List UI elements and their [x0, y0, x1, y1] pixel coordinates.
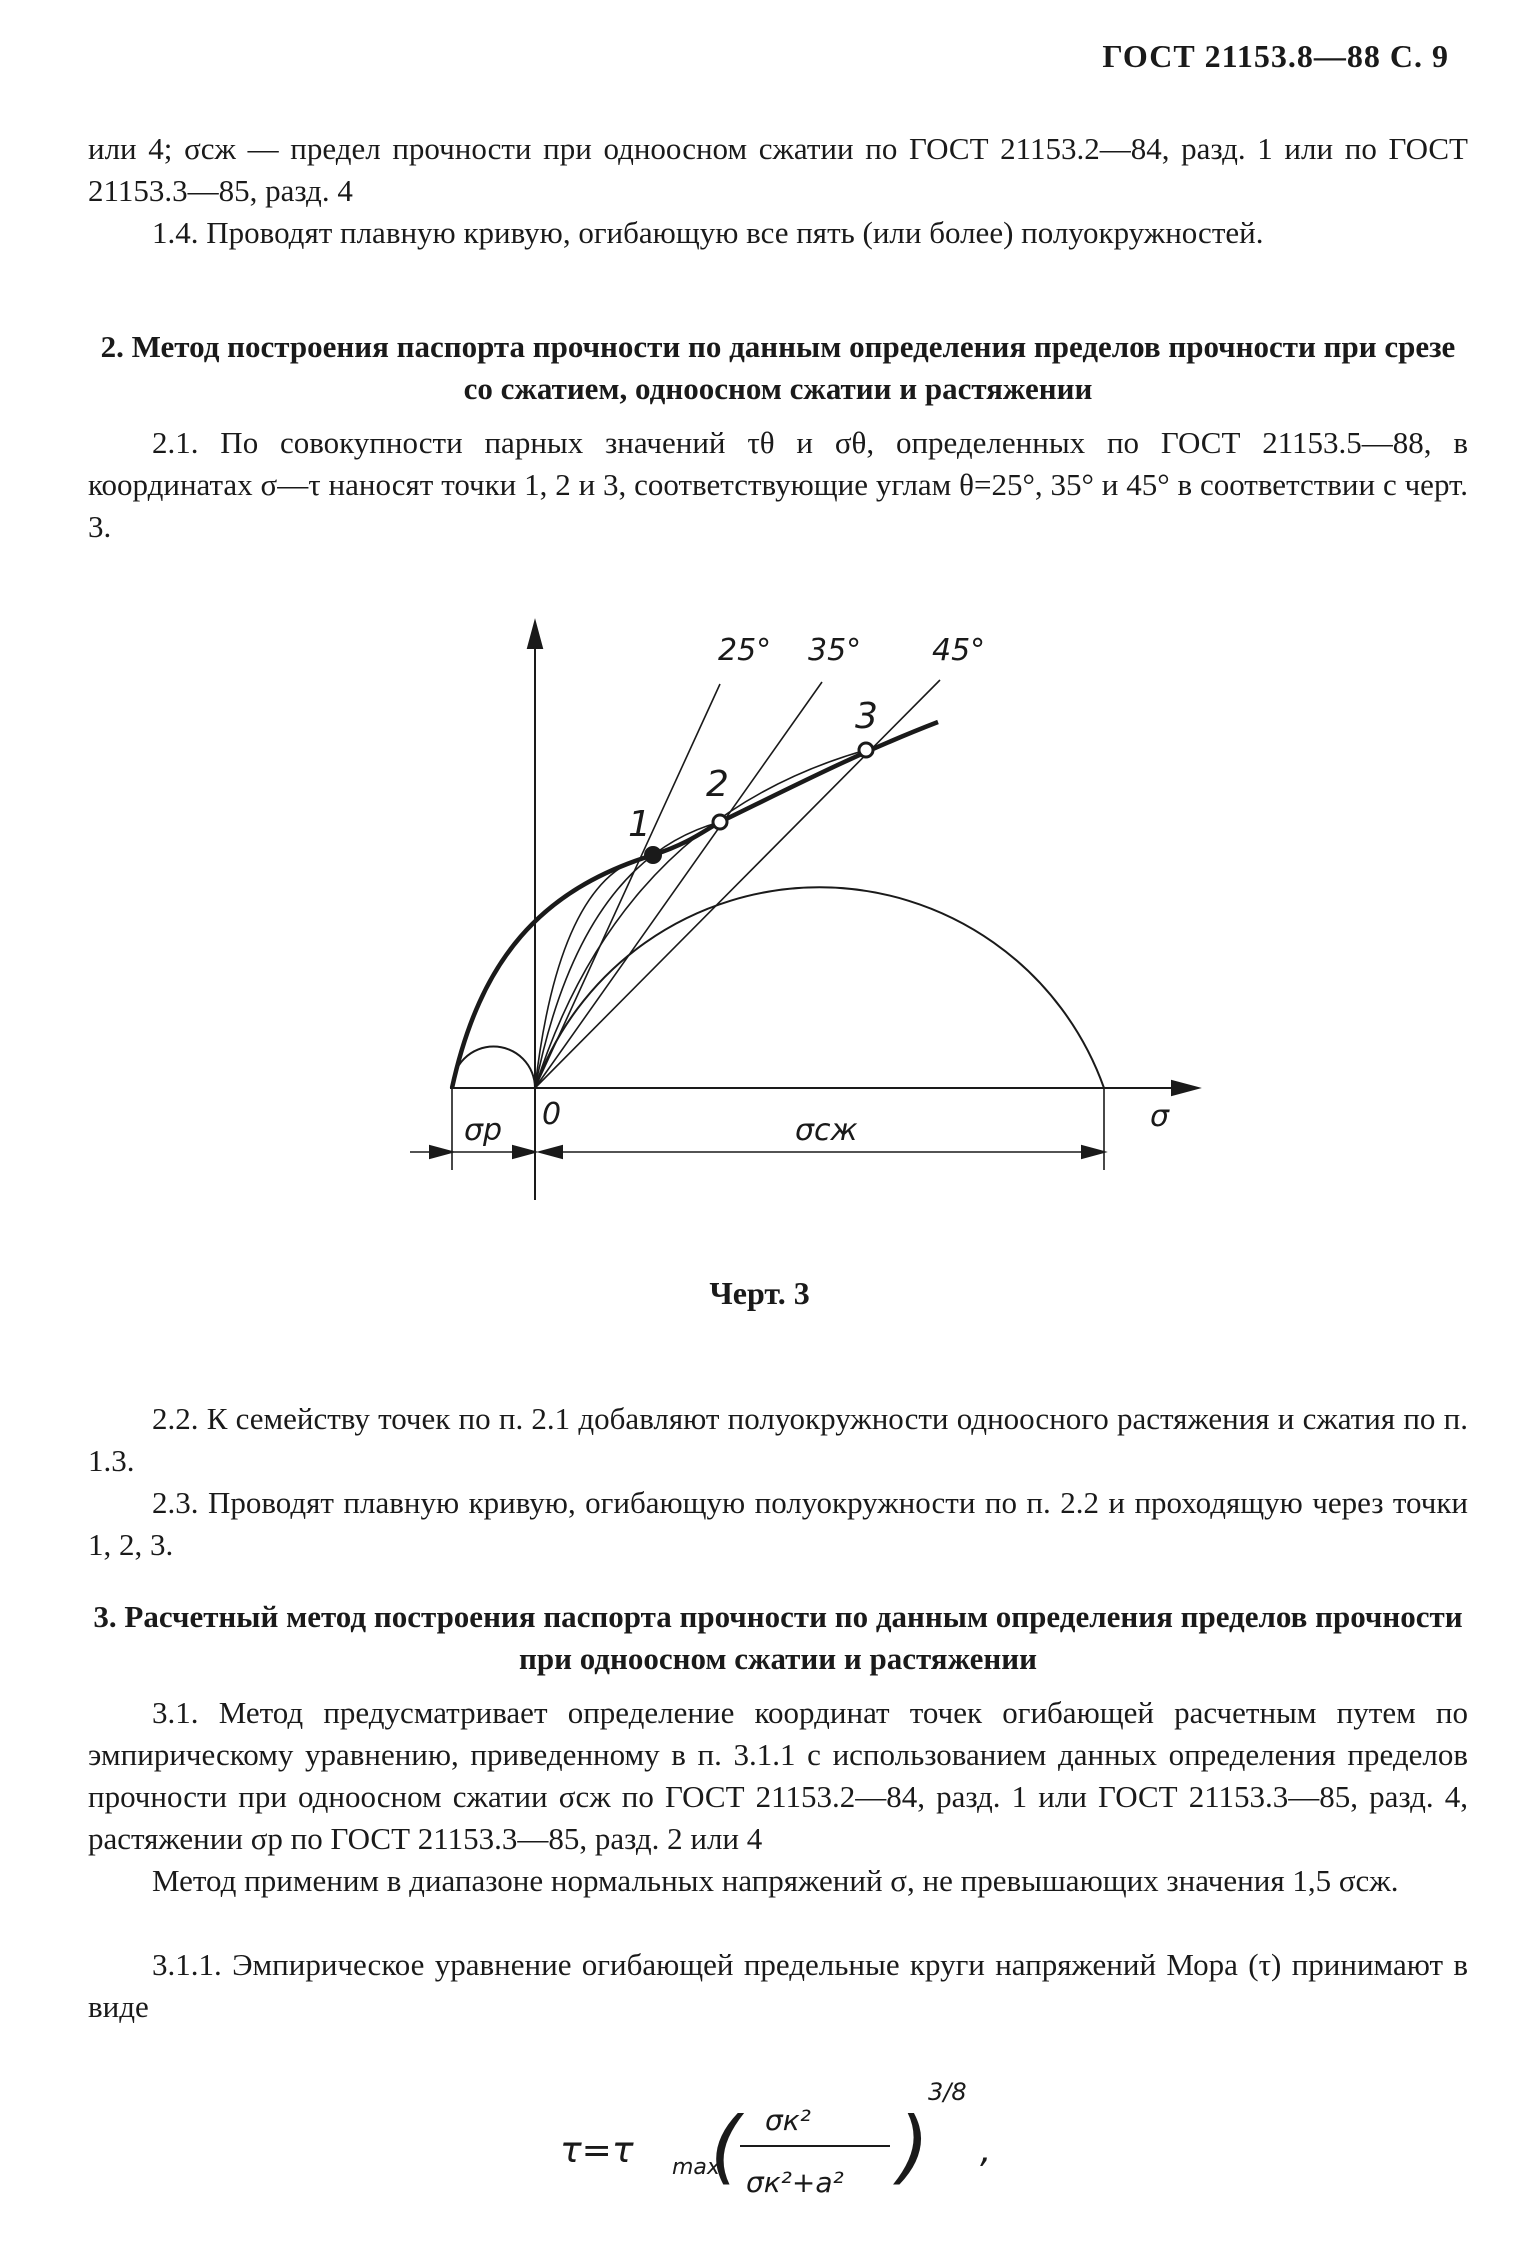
page-header: ГОСТ 21153.8—88 С. 9: [1102, 38, 1449, 74]
svg-text:(: (: [710, 2100, 742, 2193]
svg-text:3/8: 3/8: [928, 2078, 967, 2106]
point-2: [713, 815, 727, 829]
mohr-circle-1: [535, 855, 653, 1088]
section-2-title: 2. Метод построения паспорта прочности по данным определения пределов прочности при срезе со сжатием, одноосном сжатии и растяжении: [100, 329, 1456, 406]
angle-label-35: 35°: [808, 633, 862, 668]
svg-text:σк²+a²: σк²+a²: [746, 2166, 844, 2199]
paragraph-2-2: 2.2. К семейству точек по п. 2.1 добавляют полуокружности одноосного растяжения и сжатия по п. 1.3.: [88, 1401, 1468, 1478]
formula: [560, 2070, 1080, 2220]
paragraph-3-1: 3.1. Метод предусматривает определение координат точек огибающей расчетным путем по эмпирическому уравнению, приведенному в п. 3.1.1 с использованием данных определения пределов прочности при одноосном сжатии σсж по ГОСТ 21153.2—84, разд. 1 или ГОСТ 21153.3—85, разд. 4, растяжении σр по ГОСТ 21153.3—85, разд. 2 или 4: [88, 1695, 1468, 1856]
point-label-1: 1: [628, 804, 651, 845]
dim-label-sigma-p: σp: [464, 1113, 503, 1148]
paragraph-1-3-cont: или 4; σсж — предел прочности при одноосном сжатии по ГОСТ 21153.2—84, разд. 1 или по ГОСТ 21153.3—85, разд. 4: [88, 131, 1468, 208]
figure-3-diagram: [380, 600, 1210, 1220]
tension-semicircle: [452, 1047, 535, 1088]
envelope-curve: [452, 722, 938, 1088]
svg-text:σк²: σк²: [765, 2104, 811, 2137]
svg-text:,: ,: [980, 2130, 992, 2171]
point-label-3: 3: [855, 696, 878, 737]
paragraph-3-1-b: Метод применим в диапазоне нормальных напряжений σ, не превышающих значения 1,5 σсж.: [152, 1863, 1399, 1898]
point-3: [859, 743, 873, 757]
ray-45: [535, 680, 940, 1088]
svg-text:τ=τ: τ=τ: [560, 2130, 634, 2171]
angle-label-25: 25°: [718, 633, 772, 668]
dim-label-sigma-szh: σсж: [795, 1113, 858, 1148]
paragraph-3-1-1: 3.1.1. Эмпирическое уравнение огибающей предельные круги напряжений Мора (τ) принимают в виде: [88, 1947, 1468, 2024]
sigma-axis-label: σ: [1150, 1099, 1170, 1134]
ray-25: [535, 684, 720, 1088]
svg-text:max: max: [672, 2155, 720, 2180]
angle-label-45: 45°: [932, 633, 986, 668]
figure-caption: Черт. 3: [709, 1275, 810, 1311]
paragraph-1-4: 1.4. Проводят плавную кривую, огибающую все пять (или более) полуокружностей.: [152, 215, 1264, 250]
tau-axis-arrow: [528, 622, 542, 648]
svg-text:): ): [898, 2100, 930, 2193]
paragraph-2-3: 2.3. Проводят плавную кривую, огибающую полуокружности по п. 2.2 и проходящую через точки 1, 2, 3.: [88, 1485, 1468, 1562]
section-3-title: 3. Расчетный метод построения паспорта прочности по данным определения пределов прочности при одноосном сжатии и растяжении: [93, 1599, 1463, 1676]
sigma-axis-arrow: [1172, 1081, 1198, 1095]
paragraph-2-1: 2.1. По совокупности парных значений τθ и σθ, определенных по ГОСТ 21153.5—88, в координатах σ—τ наносят точки 1, 2 и 3, соответствующие углам θ=25°, 35° и 45° в соответствии с черт. 3.: [88, 425, 1468, 544]
origin-label: 0: [542, 1097, 562, 1132]
ray-35: [535, 682, 822, 1088]
point-label-2: 2: [706, 764, 729, 805]
point-1: [645, 847, 661, 863]
